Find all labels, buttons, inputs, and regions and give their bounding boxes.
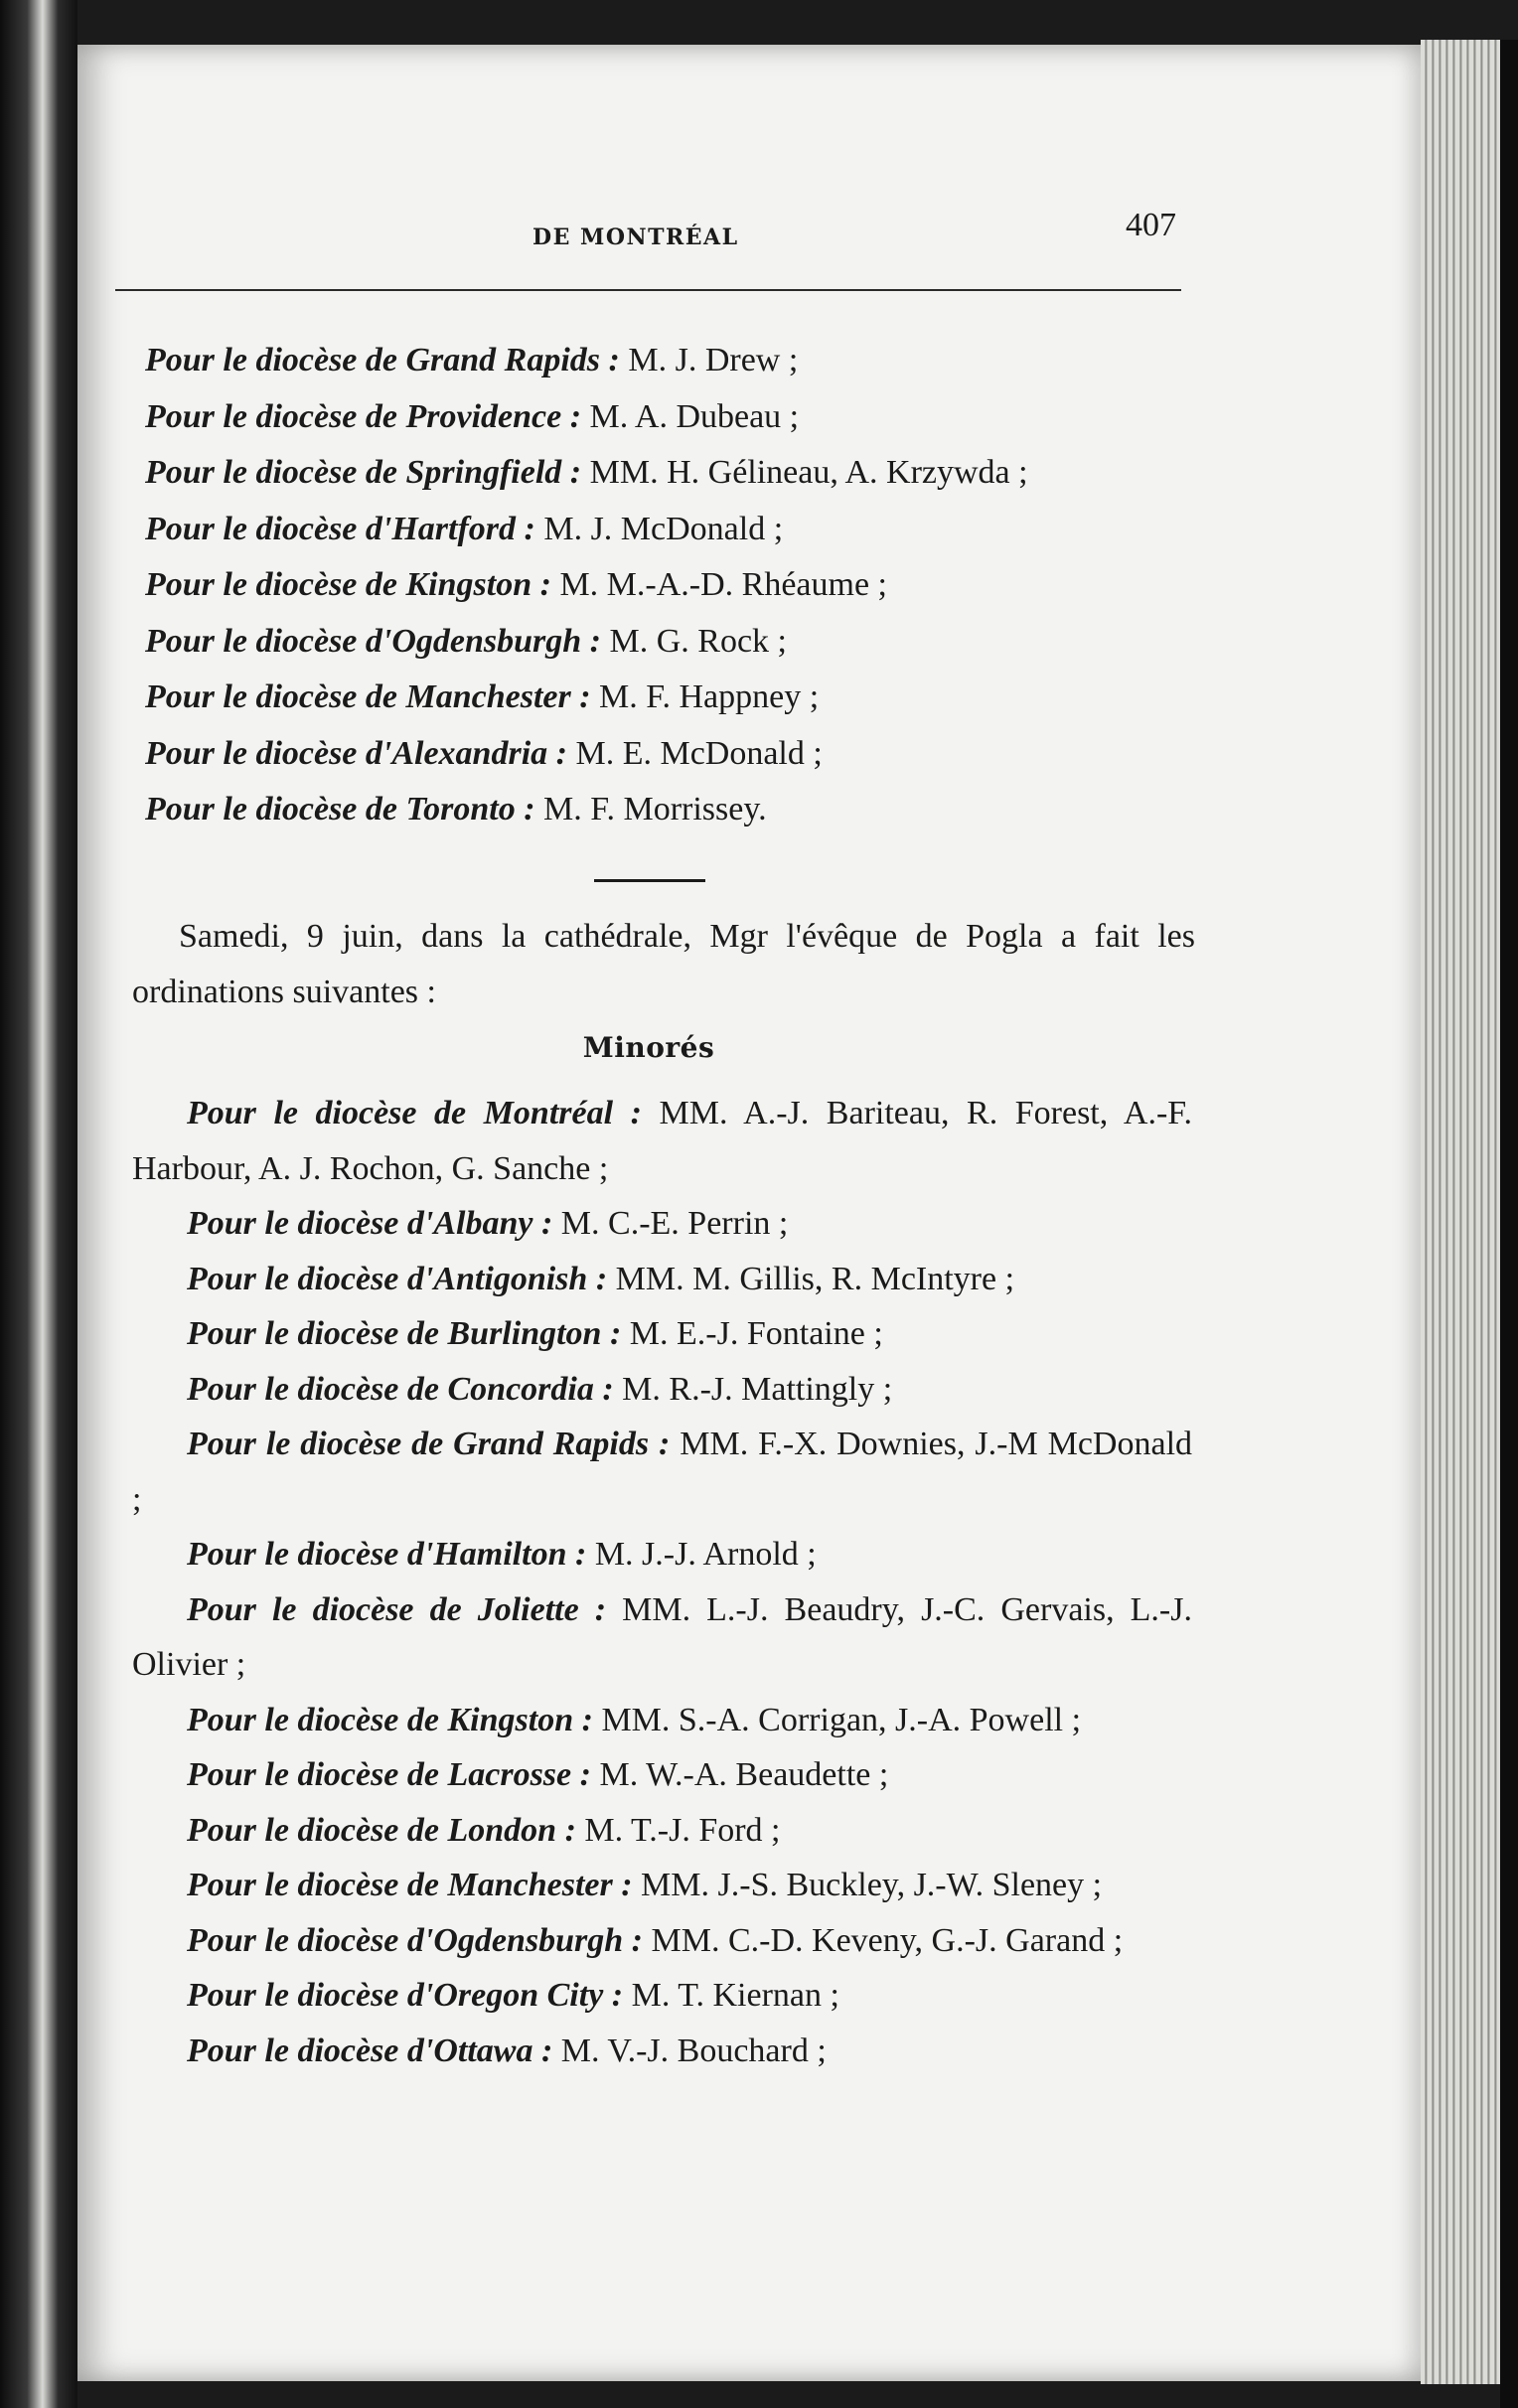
list-item: Pour le diocèse de Joliette : MM. L.-J. Beaudry, J.-C. Gervais, L.-J. Olivier ;	[132, 1590, 1192, 1683]
page-edges	[1421, 40, 1500, 2384]
list-item: Pour le diocèse de Manchester : MM. J.-S. Buckley, J.-W. Sleney ;	[187, 1867, 1103, 1903]
list-item: Pour le diocèse de London : M. T.-J. Ford ;	[187, 1811, 781, 1849]
minors-list	[132, 1086, 1192, 2078]
running-title: DE MONTRÉAL	[532, 225, 739, 250]
list-item: Pour le diocèse de Lacrosse : M. W.-A. Beaudette ;	[187, 1756, 889, 1793]
book-gutter	[0, 0, 77, 2408]
list-item: Pour le diocèse de Montréal : MM. A.-J. Bariteau, R. Forest, A.-F. Harbour, A. J. Rochon, G. Sanche ;	[132, 1095, 1192, 1187]
page-number: 407	[1126, 207, 1176, 243]
ordination-list	[145, 333, 1188, 838]
list-item: Pour le diocèse de Springfield : MM. H. Gélineau, A. Krzywda ;	[145, 454, 1028, 491]
header-rule	[115, 289, 1181, 291]
page-header	[77, 167, 1421, 250]
list-item: Pour le diocèse de Grand Rapids : M. J. Drew ;	[145, 342, 799, 378]
list-item: Pour le diocèse de Concordia : M. R.-J. Mattingly ;	[187, 1370, 893, 1408]
intro-paragraph: Samedi, 9 juin, dans la cathédrale, Mgr l'évêque de Pogla a fait les ordinations suivantes :	[132, 918, 1195, 1010]
list-item: Pour le diocèse de Burlington : M. E.-J. Fontaine ;	[187, 1315, 883, 1352]
list-item: Pour le diocèse d'Albany : M. C.-E. Perrin ;	[187, 1205, 789, 1242]
list-item: Pour le diocèse d'Hamilton : M. J.-J. Arnold ;	[187, 1536, 817, 1573]
list-item: Pour le diocèse de Manchester : M. F. Happney ;	[145, 678, 820, 715]
list-item: Pour le diocèse d'Oregon City : M. T. Kiernan ;	[187, 1977, 839, 2014]
list-item: Pour le diocèse d'Alexandria : M. E. McDonald ;	[145, 734, 823, 772]
list-item: Pour le diocèse de Grand Rapids : MM. F.-X. Downies, J.-M McDonald ;	[132, 1426, 1193, 1518]
list-item: Pour le diocèse d'Hartford : M. J. McDonald ;	[145, 510, 784, 547]
list-item: Pour le diocèse de Providence : M. A. Dubeau ;	[145, 397, 800, 435]
book-cover-edge	[1500, 40, 1518, 2408]
section-title: Minorés	[582, 1031, 715, 1064]
list-item: Pour le diocèse de Kingston : MM. S.-A. Corrigan, J.-A. Powell ;	[187, 1701, 1082, 1738]
list-item: Pour le diocèse d'Ottawa : M. V.-J. Bouchard ;	[187, 2032, 827, 2069]
list-item: Pour le diocèse d'Antigonish : MM. M. Gillis, R. McIntyre ;	[187, 1260, 1015, 1297]
section-separator	[594, 879, 705, 882]
list-item: Pour le diocèse de Toronto : M. F. Morrissey.	[145, 791, 767, 828]
book-page	[77, 45, 1421, 2381]
list-item: Pour le diocèse d'Ogdensburgh : MM. C.-D. Keveny, G.-J. Garand ;	[187, 1921, 1124, 1959]
list-item: Pour le diocèse de Kingston : M. M.-A.-D. Rhéaume ;	[145, 566, 887, 603]
list-item: Pour le diocèse d'Ogdensburgh : M. G. Rock ;	[145, 622, 787, 660]
